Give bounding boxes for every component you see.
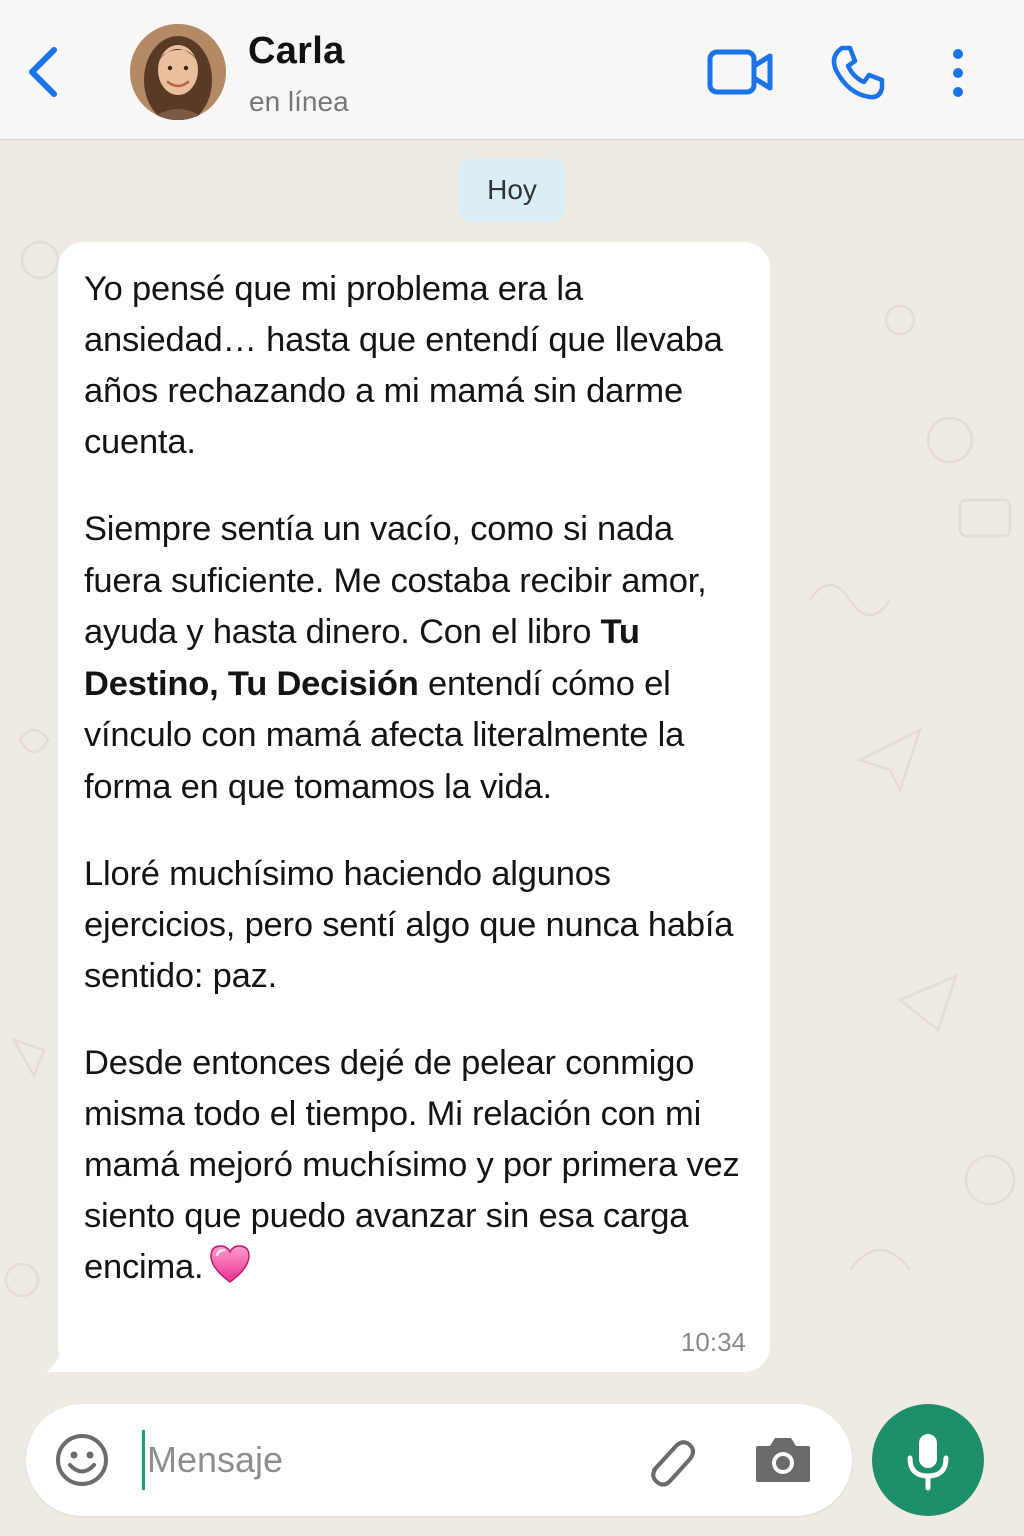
back-button[interactable] — [20, 40, 70, 104]
avatar[interactable] — [130, 24, 226, 120]
microphone-icon — [872, 1404, 984, 1516]
message-paragraph: Lloré muchísimo haciendo algunos ejercicios, pero sentí algo que nunca había sentido: paz. — [84, 855, 734, 995]
pink-heart-icon — [209, 1244, 251, 1284]
message-input[interactable] — [142, 1430, 612, 1490]
day-separator: Hoy — [458, 158, 566, 222]
chevron-left-icon — [20, 40, 70, 104]
message-timestamp: 10:34 — [680, 1327, 746, 1357]
paperclip-icon — [636, 1428, 700, 1492]
message-text: entendí cómo el vínculo con mamá afecta literalmente la forma en que tomamos la vida. — [84, 664, 685, 806]
smiley-icon — [54, 1432, 110, 1488]
message-composer — [26, 1404, 852, 1516]
video-call-button[interactable] — [706, 46, 774, 98]
book-title: Tu Destino, Tu Decisión — [84, 613, 640, 703]
more-vertical-icon — [938, 44, 978, 102]
emoji-button[interactable] — [54, 1432, 110, 1488]
incoming-message-bubble[interactable] — [58, 242, 770, 1372]
contact-status: en línea — [249, 86, 349, 117]
video-camera-icon — [706, 46, 774, 98]
more-options-button[interactable] — [938, 44, 978, 102]
message-text: Siempre sentía un vacío, como si nada fuera suficiente. Me costaba recibir amor, ayuda y hasta dinero. Con el libro — [84, 510, 707, 651]
chat-area[interactable] — [0, 140, 1024, 1390]
voice-call-button[interactable] — [828, 44, 886, 102]
composer-area — [0, 1390, 1024, 1536]
attach-button[interactable] — [636, 1428, 700, 1492]
message-paragraph — [84, 504, 744, 813]
phone-icon — [828, 44, 886, 102]
camera-button[interactable] — [752, 1432, 814, 1488]
contact-photo-icon — [130, 24, 226, 120]
message-paragraph: Yo pensé que mi problema era la ansiedad… hasta que entendí que llevaba años rechazando a mi mamá sin darme cuenta. — [84, 270, 723, 461]
camera-icon — [752, 1432, 814, 1488]
contact-name[interactable]: Carla — [248, 30, 345, 72]
message-text: Desde entonces dejé de pelear conmigo misma todo el tiempo. Mi relación con mi mamá mejoró muchísimo y por primera vez siento que puedo avanzar sin esa carga encima. — [84, 1044, 740, 1286]
chat-header — [0, 0, 1024, 140]
message-paragraph — [84, 1038, 744, 1293]
voice-message-button[interactable] — [872, 1404, 984, 1516]
